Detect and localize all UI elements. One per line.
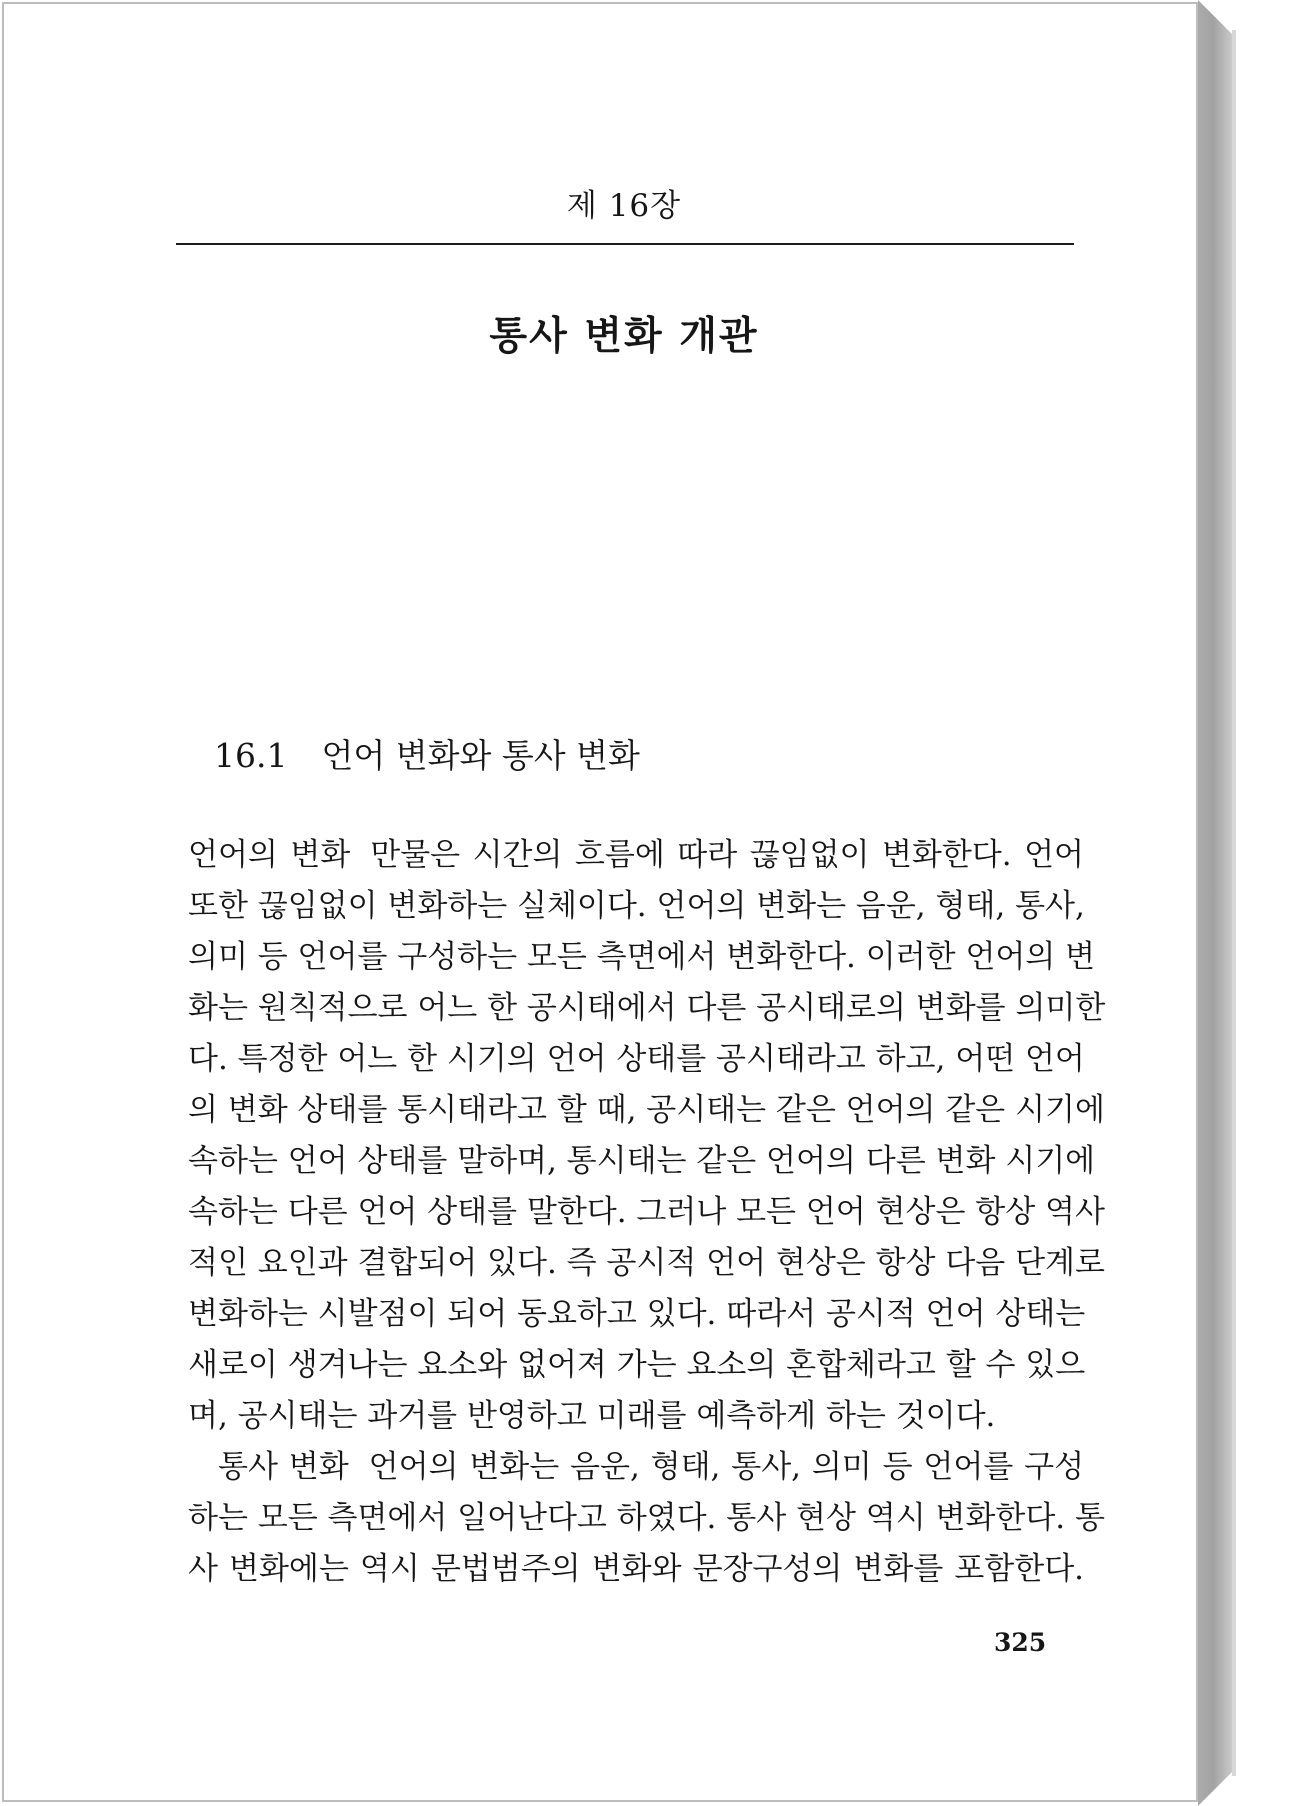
paragraph-line: 또한 끊임없이 변화하는 실체이다. 언어의 변화는 음운, 형태, 통사, bbox=[188, 888, 1085, 924]
paragraph-line: 하는 모든 측면에서 일어난다고 하였다. 통사 현상 역시 변화한다. 통 bbox=[188, 1500, 1105, 1536]
book-page bbox=[2, 2, 1198, 1802]
line-text: 언어의 변화는 음운, 형태, 통사, 의미 등 언어를 구성 bbox=[368, 1449, 1085, 1485]
chapter-title: 통사 변화 개관 bbox=[489, 313, 759, 359]
paragraph-line: 속하는 언어 상태를 말하며, 통시태는 같은 언어의 다른 변화 시기에 bbox=[188, 1143, 1096, 1179]
chapter-label: 제 16장 bbox=[566, 188, 682, 224]
body-text bbox=[188, 830, 1106, 1595]
chapter-rule bbox=[176, 243, 1074, 245]
book-spine-edge bbox=[1232, 30, 1236, 1776]
paragraph-line: 의 변화 상태를 통시태라고 할 때, 공시태는 같은 언어의 같은 시기에 bbox=[188, 1092, 1105, 1128]
paragraph-line: 적인 요인과 결합되어 있다. 즉 공시적 언어 현상은 항상 다음 단계로 bbox=[188, 1245, 1105, 1281]
page-number: 325 bbox=[994, 1628, 1047, 1657]
paragraph-line: 사 변화에는 역시 문법범주의 변화와 문장구성의 변화를 포함한다. bbox=[188, 1551, 1084, 1587]
paragraph-line: 며, 공시태는 과거를 반영하고 미래를 예측하게 하는 것이다. bbox=[188, 1398, 996, 1434]
section-title: 언어 변화와 통사 변화 bbox=[321, 736, 640, 775]
paragraph-line: 다. 특정한 어느 한 시기의 언어 상태를 공시태라고 하고, 어떤 언어 bbox=[188, 1041, 1085, 1077]
paragraph-line bbox=[188, 1442, 1084, 1493]
section-number: 16.1 bbox=[214, 736, 288, 775]
book-spine-shadow bbox=[1198, 0, 1232, 1806]
paragraph-line: 변화하는 시발점이 되어 동요하고 있다. 따라서 공시적 언어 상태는 bbox=[188, 1296, 1086, 1332]
run-in-heading: 언어의 변화 bbox=[188, 837, 351, 873]
paragraph-line: 화는 원칙적으로 어느 한 공시태에서 다른 공시태로의 변화를 의미한 bbox=[188, 990, 1106, 1026]
paragraph-line bbox=[188, 830, 1084, 881]
paragraph-line: 속하는 다른 언어 상태를 말한다. 그러나 모든 언어 현상은 항상 역사 bbox=[188, 1194, 1105, 1230]
section-heading bbox=[214, 732, 640, 780]
paragraph-line: 새로이 생겨나는 요소와 없어져 가는 요소의 혼합체라고 할 수 있으 bbox=[188, 1347, 1086, 1383]
paragraph-line: 의미 등 언어를 구성하는 모든 측면에서 변화한다. 이러한 언어의 변 bbox=[188, 939, 1096, 975]
run-in-heading: 통사 변화 bbox=[218, 1449, 349, 1485]
line-text: 만물은 시간의 흐름에 따라 끊임없이 변화한다. 언어 bbox=[370, 837, 1085, 873]
